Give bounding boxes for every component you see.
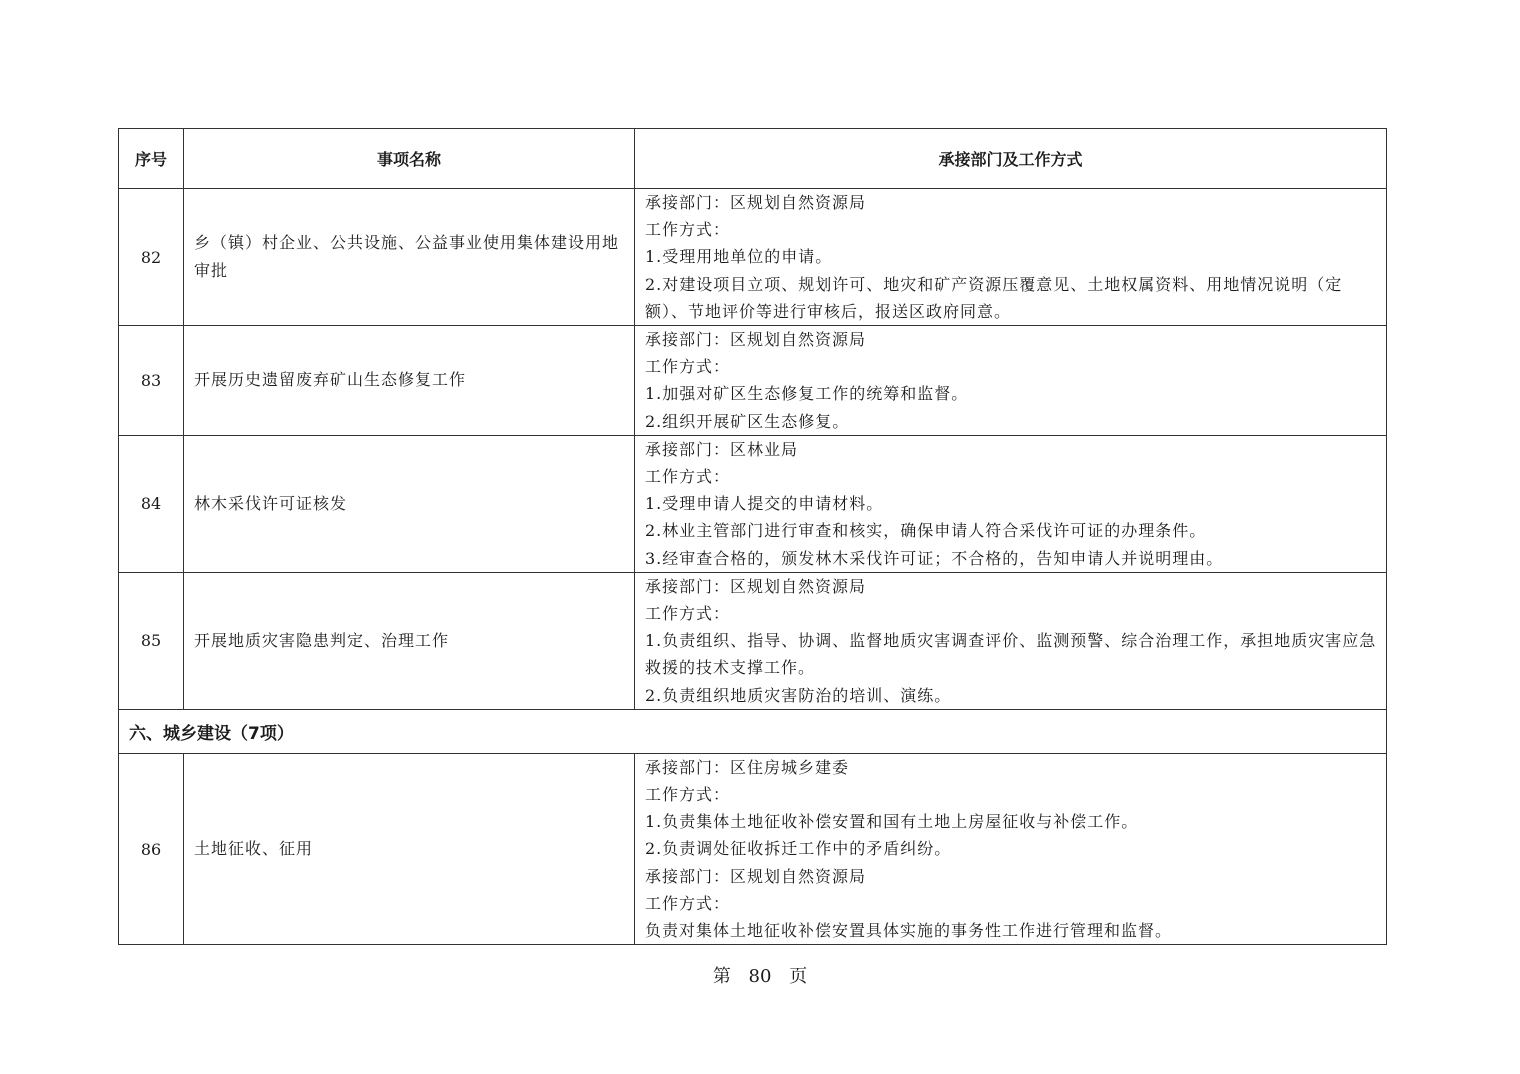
dept-line: 2.负责组织地质灾害防治的培训、演练。 bbox=[645, 685, 952, 705]
dept-line: 工作方式： bbox=[645, 893, 731, 913]
row-name: 开展历史遗留废弃矿山生态修复工作 bbox=[184, 326, 635, 436]
dept-line: 1.受理用地单位的申请。 bbox=[645, 247, 833, 267]
row-num: 83 bbox=[119, 326, 184, 436]
dept-line: 1.受理申请人提交的申请材料。 bbox=[645, 494, 884, 514]
row-name: 土地征收、征用 bbox=[184, 753, 635, 944]
header-num: 序号 bbox=[119, 129, 184, 189]
dept-line: 工作方式： bbox=[645, 604, 731, 624]
dept-line: 承接部门：区规划自然资源局 bbox=[645, 866, 867, 886]
dept-line: 工作方式： bbox=[645, 785, 731, 805]
dept-line: 承接部门：区林业局 bbox=[645, 439, 799, 459]
header-name: 事项名称 bbox=[184, 129, 635, 189]
row-dept bbox=[635, 189, 1387, 326]
page-footer bbox=[0, 962, 1520, 988]
row-name: 开展地质灾害隐患判定、治理工作 bbox=[184, 572, 635, 709]
table-row bbox=[119, 189, 1387, 326]
row-name: 乡（镇）村企业、公共设施、公益事业使用集体建设用地审批 bbox=[184, 189, 635, 326]
dept-line: 承接部门：区住房城乡建委 bbox=[645, 757, 850, 777]
page-number: 80 bbox=[748, 966, 772, 987]
table-header-row bbox=[119, 129, 1387, 189]
dept-line: 1.加强对矿区生态修复工作的统筹和监督。 bbox=[645, 384, 969, 404]
dept-line: 承接部门：区规划自然资源局 bbox=[645, 330, 867, 350]
row-name: 林木采伐许可证核发 bbox=[184, 435, 635, 572]
dept-line: 工作方式： bbox=[645, 220, 731, 240]
table-row bbox=[119, 435, 1387, 572]
policy-table bbox=[118, 128, 1387, 945]
dept-line: 工作方式： bbox=[645, 357, 731, 377]
dept-line: 2.对建设项目立项、规划许可、地灾和矿产资源压覆意见、土地权属资料、用地情况说明（定额）、节地评价等进行审核后，报送区政府同意。 bbox=[645, 274, 1343, 321]
section-row bbox=[119, 709, 1387, 753]
table-row bbox=[119, 326, 1387, 436]
policy-table-container bbox=[118, 128, 1387, 945]
page-number-suffix: 页 bbox=[789, 966, 808, 987]
dept-line: 3.经审查合格的，颁发林木采伐许可证；不合格的，告知申请人并说明理由。 bbox=[645, 548, 1224, 568]
table-row bbox=[119, 753, 1387, 944]
row-num: 84 bbox=[119, 435, 184, 572]
dept-line: 1.负责组织、指导、协调、监督地质灾害调查评价、监测预警、综合治理工作，承担地质灾害应急救援的技术支撑工作。 bbox=[645, 631, 1377, 678]
dept-line: 负责对集体土地征收补偿安置具体实施的事务性工作进行管理和监督。 bbox=[645, 921, 1173, 941]
dept-line: 2.负责调处征收拆迁工作中的矛盾纠纷。 bbox=[645, 839, 952, 859]
table-row bbox=[119, 572, 1387, 709]
dept-line: 承接部门：区规划自然资源局 bbox=[645, 576, 867, 596]
page-number-prefix: 第 bbox=[712, 966, 731, 987]
dept-line: 2.组织开展矿区生态修复。 bbox=[645, 411, 850, 431]
dept-line: 1.负责集体土地征收补偿安置和国有土地上房屋征收与补偿工作。 bbox=[645, 812, 1139, 832]
row-num: 85 bbox=[119, 572, 184, 709]
row-num: 86 bbox=[119, 753, 184, 944]
dept-line: 承接部门：区规划自然资源局 bbox=[645, 193, 867, 212]
row-dept bbox=[635, 753, 1387, 944]
row-dept bbox=[635, 326, 1387, 436]
section-title: 六、城乡建设（7项） bbox=[119, 709, 1387, 753]
header-dept: 承接部门及工作方式 bbox=[635, 129, 1387, 189]
row-dept bbox=[635, 572, 1387, 709]
row-num: 82 bbox=[119, 189, 184, 326]
row-dept bbox=[635, 435, 1387, 572]
dept-line: 2.林业主管部门进行审查和核实，确保申请人符合采伐许可证的办理条件。 bbox=[645, 521, 1207, 541]
dept-line: 工作方式： bbox=[645, 467, 731, 487]
